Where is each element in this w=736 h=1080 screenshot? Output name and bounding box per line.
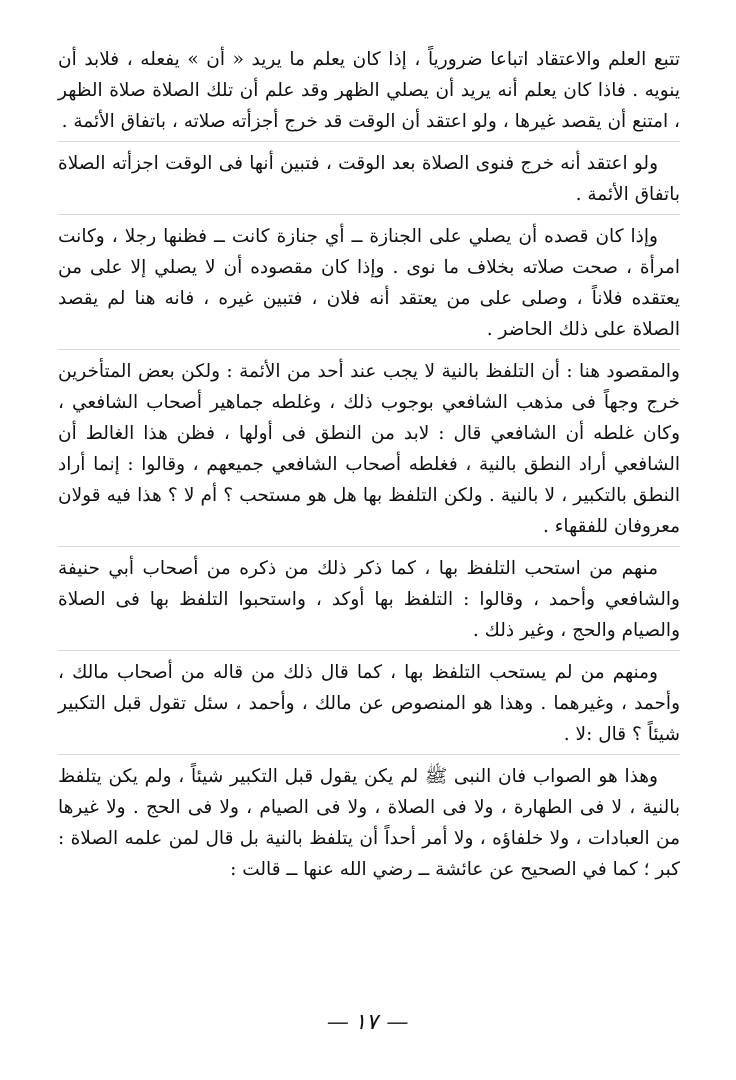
paragraph-1: تتبع العلم والاعتقاد اتباعا ضرورياً ، إذا كان يعلم ما يريد « أن » يفعله ، فلابد أن ينويه . فاذا كان يعلم أنه يريد أن يصلي الظهر وقد علم أن تلك الصلاة صلاة الظهر ، امتنع أن يقصد غيرها ، ولو اعتقد أن الوقت قد خرج أجزأته صلاته ، باتفاق الأئمة . — [58, 49, 680, 132]
paragraph-divider — [58, 214, 680, 215]
paragraph-2: ولو اعتقد أنه خرج فنوى الصلاة بعد الوقت ، فتبين أنها فى الوقت اجزأته الصلاة باتفاق الأئمة . — [58, 153, 680, 205]
paragraph-4: والمقصود هنا : أن التلفظ بالنية لا يجب عند أحد من الأئمة : ولكن بعض المتأخرين خرج وجهاً فى مذهب الشافعي بوجوب ذلك ، وغلطه جماهير أصحاب الشافعي ، وكان غلطه أن الشافعي قال : لابد من النطق فى أولها ، فظن هذا الغالط أن الشافعي أراد النطق بالنية ، فغلطه أصحاب الشافعي جميعهم ، وقالوا : إنما أراد النطق بالتكبير ، لا بالنية . ولكن التلفظ بها هل هو مستحب ؟ أم لا ؟ هذا فيه قولان معروفان للفقهاء . — [58, 361, 680, 537]
paragraph-divider — [58, 650, 680, 651]
paragraph-5: منهم من استحب التلفظ بها ، كما ذكر ذلك من ذكره من أصحاب أبي حنيفة والشافعي وأحمد ، وقالوا : التلفظ بها أوكد ، واستحبوا التلفظ بها فى الصلاة والصيام والحج ، وغير ذلك . — [58, 558, 680, 641]
page-footer — [0, 1010, 736, 1050]
paragraph-divider — [58, 754, 680, 755]
page-number: — ١٧ — — [324, 1010, 412, 1035]
document-page — [58, 44, 680, 885]
paragraph-7: وهذا هو الصواب فان النبى ﷺ لم يكن يقول قبل التكبير شيئاً ، ولم يكن يتلفظ بالنية ، لا فى الطهارة ، ولا فى الصلاة ، ولا فى الصيام ، ولا فى الحج . ولا غيرها من العبادات ، ولا خلفاؤه ، ولا أمر أحداً أن يتلفظ بالنية بل قال لمن علمه الصلاة : كبر ؛ كما في الصحيح عن عائشة ــ رضي الله عنها ــ قالت : — [58, 766, 680, 880]
paragraph-3: وإذا كان قصده أن يصلي على الجنازة ــ أي جنازة كانت ــ فظنها رجلا ، وكانت امرأة ، صحت صلاته بخلاف ما نوى . وإذا كان مقصوده أن لا يصلي إلا على من يعتقده فلاناً ، وصلى على من يعتقد أنه فلان ، فتبين غيره ، فانه هنا لم يقصد الصلاة على ذلك الحاضر . — [58, 226, 680, 340]
paragraph-divider — [58, 141, 680, 142]
paragraph-divider — [58, 546, 680, 547]
paragraph-divider — [58, 349, 680, 350]
paragraph-6: ومنهم من لم يستحب التلفظ بها ، كما قال ذلك من قاله من أصحاب مالك ، وأحمد ، وغيرهما . وهذا هو المنصوص عن مالك ، وأحمد ، سئل تقول قبل التكبير شيئاً ؟ قال :لا . — [58, 662, 680, 745]
